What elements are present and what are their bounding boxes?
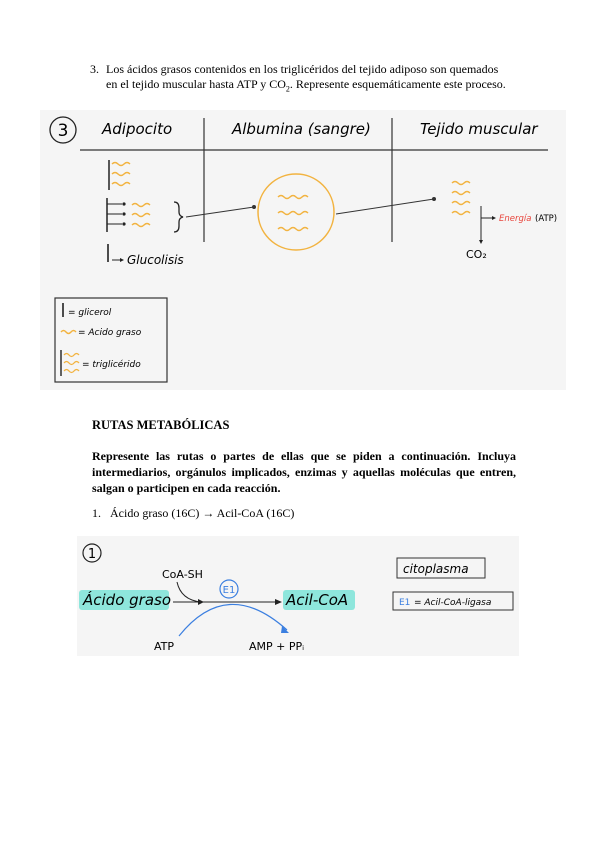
item-number: 1.: [92, 506, 101, 520]
circle-number-label: 3: [57, 121, 69, 141]
atp-label: ATP: [154, 640, 175, 653]
co2-label: CO₂: [466, 248, 487, 261]
question-number: 3.: [90, 62, 99, 76]
glucolisis-label: Glucolisis: [127, 253, 184, 267]
transport-line-2: [336, 199, 434, 214]
reaction-svg: [77, 536, 519, 656]
question-line-2: en el tejido muscular hasta ATP y $CO_2$. Represente esquemáticamente este proceso.: [106, 77, 506, 94]
item-text: Ácido graso (16C) → Acil-CoA (16C): [110, 506, 295, 520]
transport-line-1: [186, 207, 254, 217]
albumin-fatty-acids: [278, 196, 308, 231]
product-label: Acil-CoA: [286, 591, 349, 609]
legend-fatty-acid-symbol: [61, 331, 76, 334]
enzyme-legend-text: = Acil-CoA-ligasa: [414, 598, 492, 608]
enzyme-label: E1: [222, 585, 236, 596]
legend-triglyceride-symbol: [61, 350, 79, 376]
coa-sh-label: CoA-SH: [162, 568, 203, 581]
glucolisis-path: [108, 244, 124, 262]
substrate-label: Ácido graso: [83, 591, 172, 609]
section-heading: RUTAS METABÓLICAS: [92, 418, 230, 432]
header-tejido: Tejido muscular: [420, 120, 538, 138]
muscle-fatty-acids: [452, 182, 470, 215]
diagram-acyl-coa-reaction: [77, 536, 519, 656]
coa-sh-arrow: [177, 582, 201, 602]
list-item: [92, 506, 294, 521]
section-instructions: Represente las rutas o partes de ellas que se piden a continuación. Incluya intermediarios, orgánulos implicados, enzimas y aquellas moléculas que entren, salgan o participen en cada reacción.: [92, 449, 516, 495]
albumin-circle: [258, 174, 334, 250]
atp-label: (ATP): [535, 214, 558, 224]
legend-acido: = Acido graso: [78, 328, 142, 338]
diagram-svg: [40, 110, 566, 390]
triglyceride-icon-top: [109, 160, 130, 190]
amp-ppi-label: AMP + PPᵢ: [249, 640, 305, 653]
question-text: [106, 62, 536, 96]
location-label: citoplasma: [403, 562, 469, 576]
diagram-fatty-acid-transport: [40, 110, 566, 390]
header-adipocito: Adipocito: [102, 120, 173, 138]
legend-glicerol: = glicerol: [68, 308, 112, 318]
triglyceride-icon-hydrolysis: [107, 198, 183, 232]
atp-cofactor-arrow: [179, 604, 287, 636]
energia-label: Energía: [499, 214, 532, 224]
header-albumina: Albumina (sangre): [232, 120, 371, 138]
enzyme-legend-symbol: E1: [399, 598, 411, 608]
circle-number-label: 1: [87, 547, 97, 562]
question-line-1: Los ácidos grasos contenidos en los triglicéridos del tejido adiposo son quemados: [106, 62, 499, 76]
legend-triglicerido: = triglicérido: [82, 360, 141, 370]
